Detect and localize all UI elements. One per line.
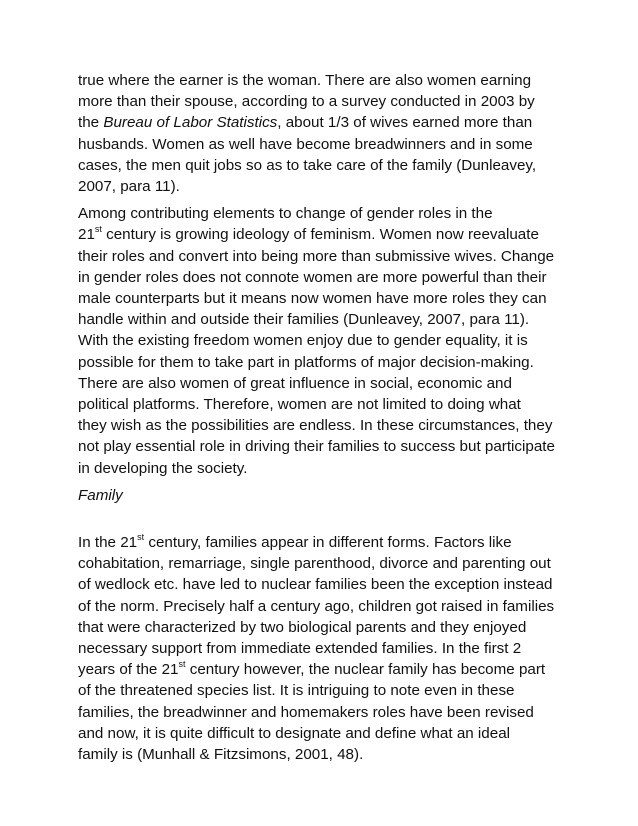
document-page: [78, 70, 555, 765]
text-fragment: years of the: [78, 661, 162, 679]
text-line: 2007, para 11).: [78, 178, 180, 196]
text-line: not play essential role in driving their families to success but participate: [78, 438, 555, 456]
paragraph-feminism: [78, 203, 555, 479]
text-line: they wish as the possibilities are endless. In these circumstances, they: [78, 417, 553, 435]
text-line: more than their spouse, according to a survey conducted in 2003 by: [78, 93, 535, 111]
text-line: [78, 532, 548, 553]
text-line: of wedlock etc. have led to nuclear families been the exception instead: [78, 576, 553, 594]
text-line: political platforms. Therefore, women are not limited to doing what: [78, 396, 521, 414]
text-line: and now, it is quite difficult to designate and define what an ideal: [78, 724, 511, 742]
text-fragment: In the: [78, 534, 121, 552]
text-line: [78, 659, 548, 680]
spacer: [78, 506, 548, 532]
text-fragment: century however, the nuclear family has become part: [185, 661, 546, 679]
text-fragment: century, families appear in different forms. Factors like: [144, 534, 512, 552]
text-line: There are also women of great influence in social, economic and: [78, 374, 512, 392]
text-line: their roles and convert into being more than submissive wives. Change: [78, 247, 555, 265]
paragraph-family: [78, 532, 555, 765]
text-line: handle within and outside their families (Dunleavey, 2007, para 11).: [78, 311, 530, 329]
text-line: in developing the society.: [78, 459, 248, 477]
text-line: [78, 112, 548, 133]
ordinal-suffix: st: [137, 532, 145, 542]
text-line: family is (Munhall & Fitzsimons, 2001, 48).: [78, 746, 364, 764]
text-line: cohabitation, remarriage, single parenthood, divorce and parenting out: [78, 555, 551, 573]
text-line: possible for them to take part in platforms of major decision-making.: [78, 353, 534, 371]
text-line: Among contributing elements to change of gender roles in the: [78, 205, 493, 223]
paragraph-earners: [78, 70, 548, 197]
text-line: cases, the men quit jobs so as to take care of the family (Dunleavey,: [78, 156, 537, 174]
section-heading-family: Family: [78, 486, 123, 504]
text-line: of the norm. Precisely half a century ago, children got raised in families: [78, 597, 555, 615]
text-line: true where the earner is the woman. There are also women earning: [78, 72, 532, 89]
text-line: husbands. Women as well have become breadwinners and in some: [78, 135, 533, 153]
ordinal-number: 21: [120, 534, 138, 552]
text-line: With the existing freedom women enjoy due to gender equality, it is: [78, 332, 528, 350]
text-line: families, the breadwinner and homemakers roles have been revised: [78, 703, 534, 721]
text-line: of the threatened species list. It is intriguing to note even in these: [78, 682, 515, 700]
italic-source-name: Bureau of Labor Statistics: [103, 114, 278, 132]
ordinal-number: 21: [161, 661, 179, 679]
text-fragment: the: [78, 114, 104, 132]
text-fragment: century is growing ideology of feminism. Women now reevaluate: [101, 226, 539, 244]
ordinal-suffix: st: [94, 224, 102, 235]
text-line: [78, 224, 548, 245]
ordinal-suffix: st: [178, 659, 186, 670]
text-line: necessary support from immediate extended families. In the first 2: [78, 640, 522, 658]
text-line: in gender roles does not connote women are more powerful than their: [78, 268, 547, 286]
ordinal-number: 21: [78, 226, 95, 244]
text-line: male counterparts but it means now women have more roles they can: [78, 290, 547, 308]
text-line: that were characterized by two biological parents and they enjoyed: [78, 618, 527, 636]
text-fragment: , about 1/3 of wives earned more than: [277, 114, 533, 132]
